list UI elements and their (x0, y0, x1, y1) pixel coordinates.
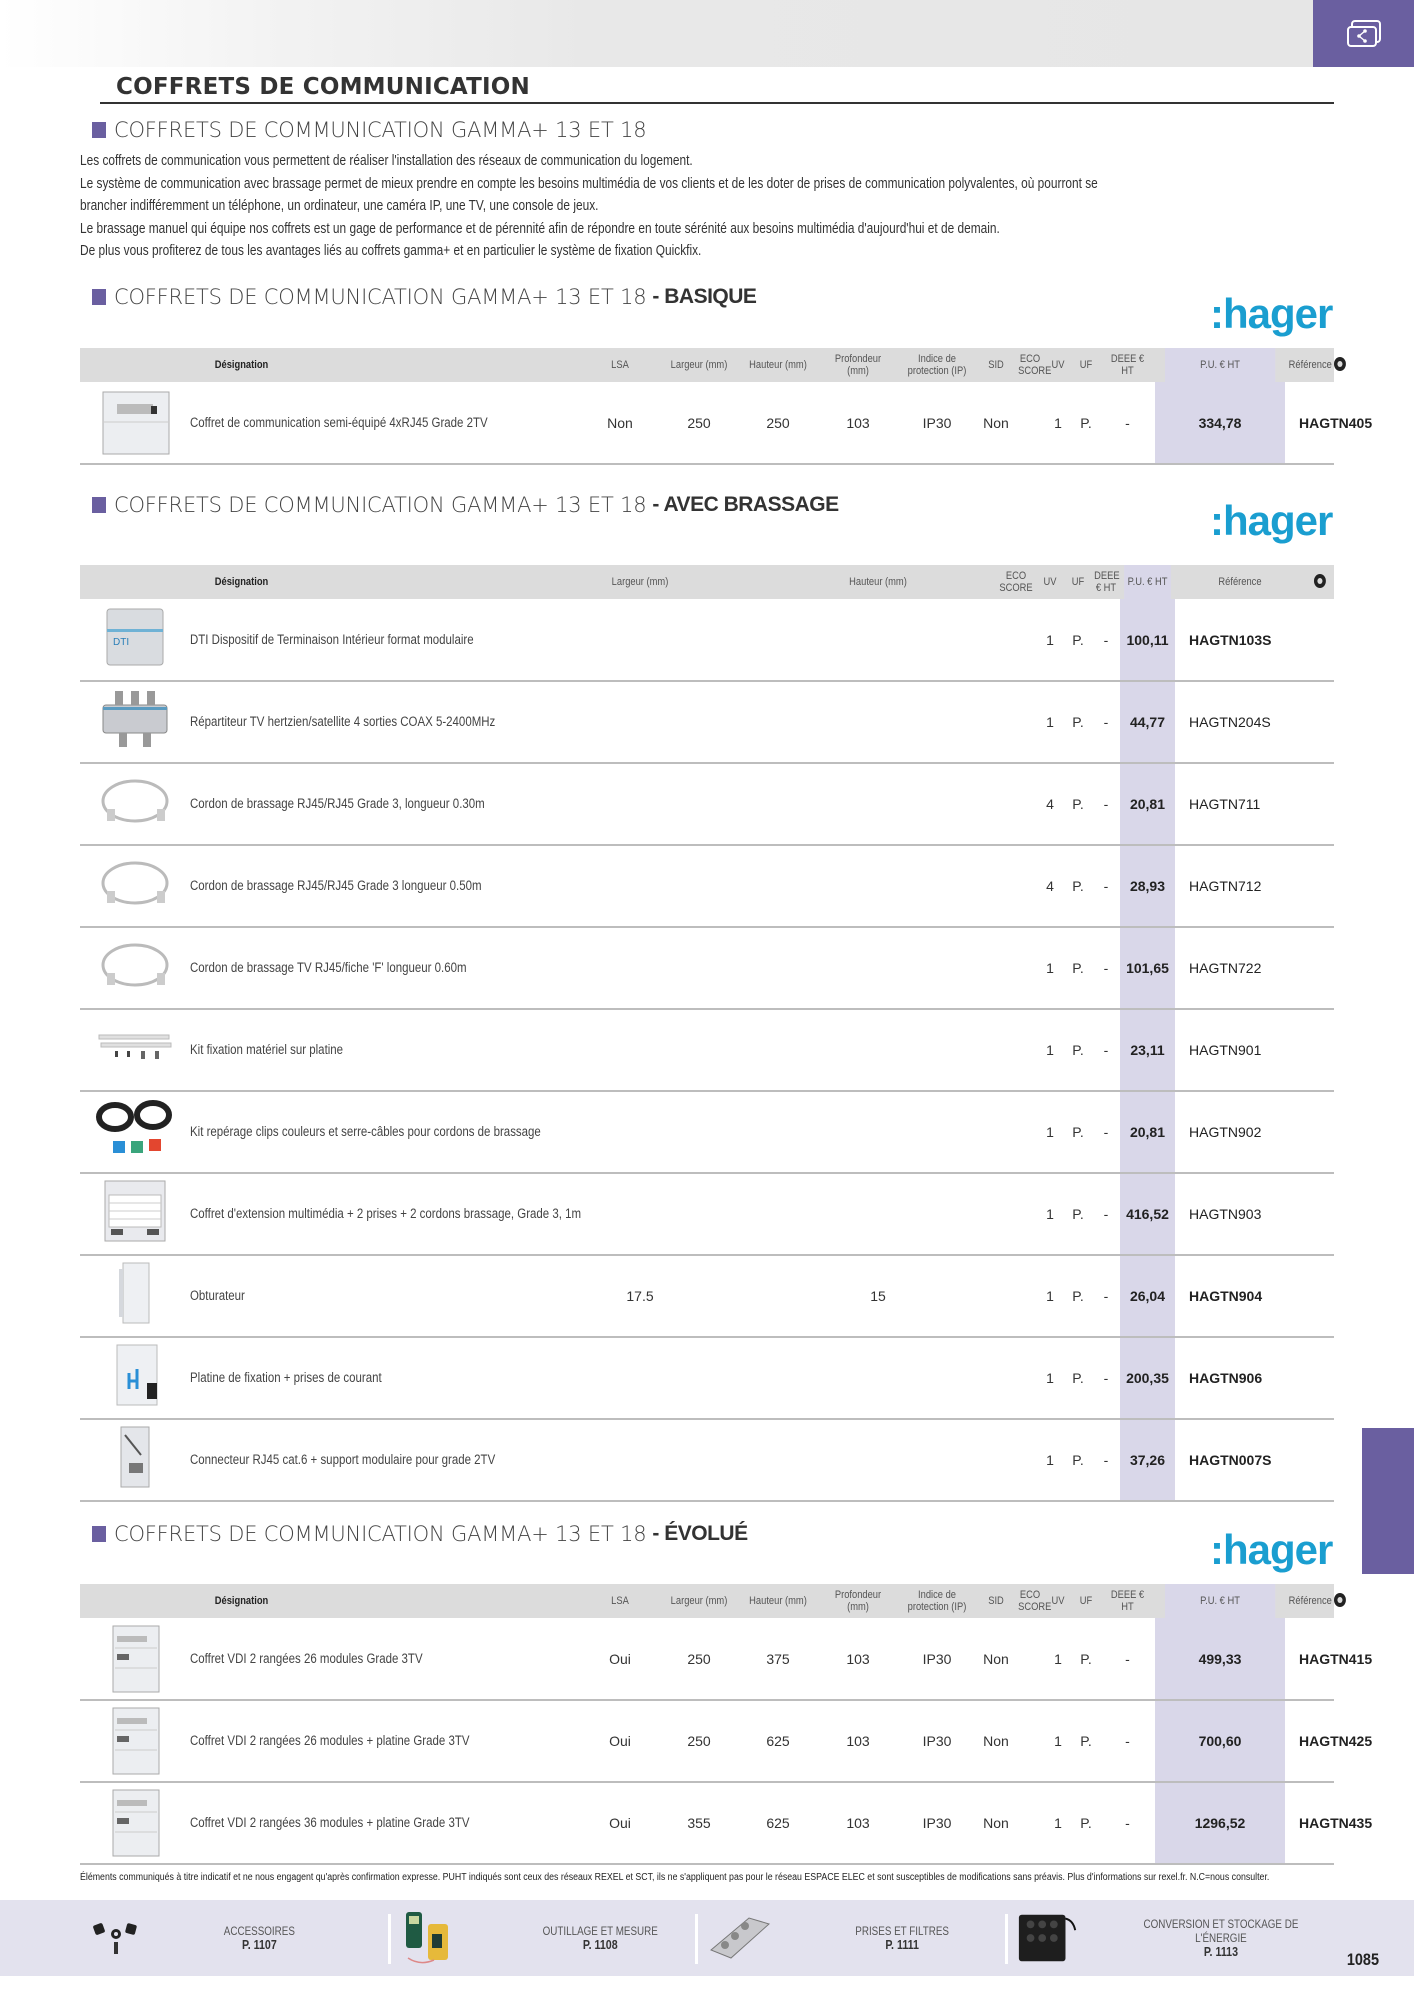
cell-eco-score (996, 1009, 1036, 1091)
cell-price: 20,81 (1120, 1091, 1175, 1173)
section-heading-intro (92, 118, 646, 142)
col-uf: UF (1079, 359, 1093, 371)
product-image (80, 1255, 190, 1337)
cell-eco-score (1016, 1782, 1044, 1864)
cell-largeur: 250 (660, 1618, 738, 1700)
cell-hauteur (760, 599, 996, 681)
cell-eco-score (996, 845, 1036, 927)
footer-link-page: P. 1107 (241, 1937, 277, 1952)
cell-largeur (520, 763, 760, 845)
col-sid: SID (988, 1595, 1004, 1607)
measuring-tools-icon (400, 1906, 460, 1970)
cell-eco-score (996, 763, 1036, 845)
col-designation: Désignation (214, 1595, 269, 1607)
col-uv: UV (1043, 576, 1057, 588)
cell-hauteur (760, 1009, 996, 1091)
cell-designation: Connecteur RJ45 cat.6 + support modulaire pour grade 2TV (190, 1419, 520, 1501)
cell-reference[interactable]: HAGTN711 (1175, 763, 1305, 845)
section-heading-suffix: - AVEC BRASSAGE (652, 493, 839, 516)
accessories-icon (90, 1918, 146, 1958)
recycle-icon (1314, 574, 1326, 588)
cell-largeur: 250 (660, 1700, 738, 1782)
cell-uf: P. (1064, 1091, 1092, 1173)
col-ip: Indice de protection (IP) (907, 353, 967, 377)
col-sid: SID (988, 359, 1004, 371)
cell-ip: IP30 (898, 1782, 976, 1864)
cell-price: 200,35 (1120, 1337, 1175, 1419)
cell-reference[interactable]: HAGTN425 (1285, 1700, 1334, 1782)
cell-hauteur: 15 (760, 1255, 996, 1337)
cell-price: 37,26 (1120, 1419, 1175, 1501)
col-hauteur: Hauteur (mm) (749, 359, 807, 371)
section-heading-text: COFFRETS DE COMMUNICATION GAMMA+ 13 ET 18 (114, 493, 647, 517)
product-image (80, 599, 190, 681)
cell-price: 20,81 (1120, 763, 1175, 845)
cell-reference[interactable]: HAGTN722 (1175, 927, 1305, 1009)
table-row[interactable] (80, 1782, 1334, 1864)
col-hauteur: Hauteur (mm) (749, 1595, 807, 1607)
cell-reference[interactable]: HAGTN906 (1175, 1337, 1305, 1419)
product-image (80, 382, 190, 464)
col-designation: Désignation (214, 576, 269, 588)
section-heading-text: COFFRETS DE COMMUNICATION GAMMA+ 13 ET 18 (114, 118, 647, 142)
col-lsa: LSA (611, 359, 629, 371)
cell-uv: 4 (1036, 763, 1064, 845)
col-reference: Référence (1288, 359, 1332, 371)
chapter-tab[interactable] (1313, 0, 1414, 67)
product-image (80, 681, 190, 763)
cell-price: 26,04 (1120, 1255, 1175, 1337)
product-table-basique (80, 348, 1373, 465)
hager-logo: :hager (1210, 1526, 1333, 1573)
section-heading-evolue (92, 1522, 748, 1546)
cell-reference[interactable]: HAGTN204S (1175, 681, 1305, 763)
intro-line: De plus vous profiterez de tous les avantages liés au coffrets gamma+ et en particulier le système de fixation Quickfix. (80, 243, 702, 260)
cell-largeur (520, 599, 760, 681)
table-row[interactable] (80, 1700, 1334, 1782)
cell-price: 28,93 (1120, 845, 1175, 927)
cell-hauteur: 625 (738, 1782, 818, 1864)
product-image (80, 1782, 190, 1864)
footer-separator (1005, 1914, 1008, 1964)
section-bullet (92, 1526, 106, 1542)
product-image (80, 1091, 190, 1173)
cell-deee: - (1092, 1419, 1120, 1501)
cell-designation: Coffret VDI 2 rangées 26 modules Grade 3TV (190, 1618, 520, 1700)
cell-deee: - (1100, 382, 1155, 464)
footer-link-label (224, 1924, 295, 1952)
mounting-plate-thumbnail (95, 1343, 175, 1413)
intro-paragraph (80, 150, 1187, 263)
cell-price: 44,77 (1120, 681, 1175, 763)
cell-largeur (520, 1091, 760, 1173)
patch-cord-thumbnail (95, 769, 175, 839)
page-title: COFFRETS DE COMMUNICATION (116, 74, 530, 100)
col-deee: DEEE € HT (1094, 570, 1120, 594)
cell-deee: - (1092, 599, 1120, 681)
cell-largeur (520, 1419, 760, 1501)
product-image (80, 763, 190, 845)
disclaimer: Éléments communiqués à titre indicatif et ne nous engagent qu'après confirmation expresse. PUHT indiqués sont ceux des réseaux REXEL et SCT, ils ne s'appliquent pas pour le réseau ESPACE ELEC et sont susceptibles de modifications sans préavis. Plus d'informations sur rexel.fr. N.C=nous consulter. (80, 1872, 1270, 1883)
cell-designation: Coffret de communication semi-équipé 4xRJ45 Grade 2TV (190, 382, 520, 464)
cell-uf: P. (1064, 1419, 1092, 1501)
col-pu: P.U. € HT (1124, 565, 1171, 599)
section-heading-brassage (92, 493, 839, 517)
tv-splitter-thumbnail (95, 687, 175, 757)
share-network-card-icon (1345, 19, 1383, 49)
cell-hauteur: 375 (738, 1618, 818, 1700)
communication-box-thumbnail (95, 388, 175, 458)
cell-price: 334,78 (1155, 382, 1285, 464)
cell-deee: - (1100, 1618, 1155, 1700)
col-uv: UV (1051, 359, 1065, 371)
cell-ip: IP30 (898, 1700, 976, 1782)
cell-sid: Non (976, 1618, 1016, 1700)
brand-name: hager (1223, 290, 1333, 337)
footer-link-accessoires[interactable] (90, 1900, 380, 1976)
col-largeur: Largeur (mm) (611, 576, 669, 588)
section-heading-text: COFFRETS DE COMMUNICATION GAMMA+ 13 ET 18 (114, 285, 647, 309)
product-table-brassage (80, 565, 1334, 1502)
cell-uv: 1 (1044, 1618, 1072, 1700)
cell-uf: P. (1064, 599, 1092, 681)
side-chapter-tab[interactable] (1362, 1428, 1414, 1574)
cell-deee: - (1092, 927, 1120, 1009)
col-deee: DEEE € HT (1110, 353, 1145, 377)
cell-reference[interactable]: HAGTN712 (1175, 845, 1305, 927)
col-eco-score: ECO SCORE (1018, 353, 1052, 377)
intro-line: Le système de communication avec brassage permet de mieux prendre en compte les besoins multimédia de vos clients et de les doter de prises de communication polyvalentes, où pourront se (80, 175, 1098, 192)
col-largeur: Largeur (mm) (670, 359, 728, 371)
cell-uf: P. (1072, 1782, 1100, 1864)
cell-profondeur: 103 (818, 382, 898, 464)
cell-uv: 1 (1044, 1782, 1072, 1864)
table-row[interactable] (80, 845, 1334, 927)
cell-lsa: Oui (580, 1618, 660, 1700)
cell-deee: - (1092, 681, 1120, 763)
col-pu: P.U. € HT (1165, 1584, 1276, 1618)
section-bullet (92, 289, 106, 305)
cell-hauteur (760, 1337, 996, 1419)
cell-reference[interactable]: HAGTN904 (1175, 1255, 1305, 1337)
footer-link-title: OUTILLAGE ET MESURE (542, 1924, 658, 1938)
product-image (80, 1173, 190, 1255)
table-header (80, 1584, 1334, 1618)
cell-uv: 4 (1036, 845, 1064, 927)
cell-reference[interactable]: HAGTN007S (1175, 1419, 1305, 1501)
svg-text:DTI: DTI (113, 636, 130, 648)
table-row[interactable] (80, 1337, 1334, 1419)
cell-largeur (520, 681, 760, 763)
ups-icon (1015, 1910, 1077, 1966)
table-row[interactable] (80, 1173, 1334, 1255)
table-row[interactable] (80, 927, 1334, 1009)
cell-largeur: 355 (660, 1782, 738, 1864)
header-band (0, 0, 1313, 67)
intro-line: brancher indifféremment un téléphone, un ordinateur, une caméra IP, une TV, une console de jeux. (80, 198, 599, 215)
table-header (80, 565, 1334, 599)
cell-reference[interactable]: HAGTN901 (1175, 1009, 1305, 1091)
section-heading-suffix: - BASIQUE (652, 285, 757, 308)
table-row[interactable] (80, 1009, 1334, 1091)
cell-deee: - (1092, 1091, 1120, 1173)
hager-logo: :hager (1210, 497, 1333, 544)
page-number: 1085 (1346, 1950, 1379, 1969)
cell-hauteur (760, 927, 996, 1009)
intro-line: Les coffrets de communication vous permettent de réaliser l'installation des réseaux de communication du logement. (80, 153, 693, 169)
footer-link-outillage[interactable] (400, 1900, 690, 1976)
cell-designation: Cordon de brassage RJ45/RJ45 Grade 3 longueur 0.50m (190, 845, 520, 927)
cell-uf: P. (1064, 681, 1092, 763)
cell-uv: 1 (1036, 1419, 1064, 1501)
cell-eco-score (996, 599, 1036, 681)
cell-eco-score (996, 927, 1036, 1009)
cell-deee: - (1100, 1700, 1155, 1782)
color-clips-thumbnail (95, 1097, 175, 1167)
col-reference: Référence (1288, 1595, 1332, 1607)
cell-uv: 1 (1036, 1337, 1064, 1419)
cell-hauteur (760, 1419, 996, 1501)
cell-price: 100,11 (1120, 599, 1175, 681)
power-strip-icon (705, 1910, 775, 1966)
cell-uv: 1 (1036, 1173, 1064, 1255)
table-row[interactable] (80, 382, 1334, 464)
cell-eco-score (996, 1091, 1036, 1173)
section-heading-text: COFFRETS DE COMMUNICATION GAMMA+ 13 ET 18 (114, 1522, 647, 1546)
cell-designation: Cordon de brassage TV RJ45/fiche 'F' longueur 0.60m (190, 927, 520, 1009)
hager-logo: :hager (1210, 290, 1333, 337)
cell-price: 23,11 (1120, 1009, 1175, 1091)
cell-deee: - (1092, 1337, 1120, 1419)
cell-largeur (520, 927, 760, 1009)
col-designation: Désignation (214, 359, 269, 371)
cell-hauteur (760, 681, 996, 763)
cell-reference[interactable]: HAGTN103S (1175, 599, 1305, 681)
cell-deee: - (1092, 763, 1120, 845)
tv-cord-thumbnail (95, 933, 175, 1003)
footer-link-page: P. 1113 (1203, 1944, 1239, 1959)
vdi-box-thumbnail (95, 1624, 175, 1694)
cell-largeur (520, 1009, 760, 1091)
table-row[interactable] (80, 1419, 1334, 1501)
cell-uv: 1 (1036, 681, 1064, 763)
footer-link-label (855, 1924, 949, 1952)
title-divider (100, 102, 1334, 104)
footer-link-title: PRISES ET FILTRES (855, 1924, 949, 1938)
cell-eco-score (1016, 382, 1044, 464)
cell-reference[interactable]: HAGTN903 (1175, 1173, 1305, 1255)
cell-profondeur: 103 (818, 1618, 898, 1700)
cell-designation: Obturateur (190, 1255, 520, 1337)
col-uf: UF (1079, 1595, 1093, 1607)
cell-largeur: 250 (660, 382, 738, 464)
cell-designation: Répartiteur TV hertzien/satellite 4 sorties COAX 5-2400MHz (190, 681, 520, 763)
section-bullet (92, 497, 106, 513)
cell-uf: P. (1064, 1009, 1092, 1091)
cell-deee: - (1092, 1255, 1120, 1337)
cell-designation: Coffret VDI 2 rangées 26 modules + platine Grade 3TV (190, 1700, 520, 1782)
cell-uv: 1 (1036, 1091, 1064, 1173)
product-image (80, 927, 190, 1009)
cell-profondeur: 103 (818, 1782, 898, 1864)
table-row[interactable] (80, 681, 1334, 763)
col-uv: UV (1051, 1595, 1065, 1607)
cell-deee: - (1092, 1173, 1120, 1255)
cell-eco-score (996, 1337, 1036, 1419)
product-table-evolue (80, 1584, 1373, 1865)
product-image (80, 845, 190, 927)
cell-price: 1296,52 (1155, 1782, 1285, 1864)
cell-uf: P. (1064, 763, 1092, 845)
brand-name: hager (1223, 497, 1333, 544)
cell-reference[interactable]: HAGTN415 (1285, 1618, 1334, 1700)
patch-cord-thumbnail (95, 851, 175, 921)
intro-line: Le brassage manuel qui équipe nos coffrets est un gage de performance et de pérennité afin de répondre en toute sérénité aux besoins multimédia d'aujourd'hui et de demain. (80, 220, 1000, 237)
cell-eco-score (1016, 1618, 1044, 1700)
cell-uf: P. (1072, 1700, 1100, 1782)
recycle-icon (1334, 1593, 1346, 1607)
cell-uv: 1 (1036, 927, 1064, 1009)
col-eco-score: ECO SCORE (1018, 1589, 1052, 1613)
cell-price: 101,65 (1120, 927, 1175, 1009)
cell-hauteur (760, 845, 996, 927)
cell-price: 499,33 (1155, 1618, 1285, 1700)
blanking-plate-thumbnail (95, 1261, 175, 1331)
dti-module-thumbnail (95, 605, 175, 675)
cell-reference[interactable]: HAGTN405 (1285, 382, 1334, 464)
cell-ip: IP30 (898, 1618, 976, 1700)
cell-designation: DTI Dispositif de Terminaison Intérieur format modulaire (190, 599, 520, 681)
cell-largeur: 17.5 (520, 1255, 760, 1337)
product-image (80, 1700, 190, 1782)
cell-uf: P. (1064, 1337, 1092, 1419)
cell-deee: - (1092, 845, 1120, 927)
cell-eco-score (996, 1173, 1036, 1255)
cell-eco-score (1016, 1700, 1044, 1782)
cell-designation: Coffret VDI 2 rangées 36 modules + platine Grade 3TV (190, 1782, 520, 1864)
cell-ip: IP30 (898, 382, 976, 464)
footer-link-prises[interactable] (705, 1900, 1005, 1976)
cell-hauteur (760, 763, 996, 845)
col-profondeur: Profondeur (mm) (834, 1589, 882, 1613)
cell-uf: P. (1064, 1173, 1092, 1255)
col-pu: P.U. € HT (1165, 348, 1276, 382)
cell-deee: - (1100, 1782, 1155, 1864)
cell-designation: Kit repérage clips couleurs et serre-câbles pour cordons de brassage (190, 1091, 520, 1173)
cell-uf: P. (1064, 845, 1092, 927)
col-largeur: Largeur (mm) (670, 1595, 728, 1607)
cell-eco-score (996, 1419, 1036, 1501)
col-hauteur: Hauteur (mm) (849, 576, 907, 588)
cell-profondeur: 103 (818, 1700, 898, 1782)
footer-separator (695, 1914, 698, 1964)
section-heading-suffix: - ÉVOLUÉ (652, 1522, 748, 1545)
cell-lsa: Non (580, 382, 660, 464)
cell-designation: Cordon de brassage RJ45/RJ45 Grade 3, longueur 0.30m (190, 763, 520, 845)
cell-hauteur (760, 1091, 996, 1173)
cell-uf: P. (1072, 382, 1100, 464)
table-row[interactable] (80, 763, 1334, 845)
footer-link-title: ACCESSOIRES (223, 1924, 295, 1938)
col-profondeur: Profondeur (mm) (834, 353, 882, 377)
cell-lsa: Oui (580, 1782, 660, 1864)
cell-sid: Non (976, 1700, 1016, 1782)
footer-link-page: P. 1111 (885, 1937, 919, 1952)
section-heading-basique (92, 285, 756, 309)
product-image (80, 1009, 190, 1091)
footer-link-label (1119, 1917, 1322, 1959)
cell-reference[interactable]: HAGTN435 (1285, 1782, 1334, 1864)
cell-price: 416,52 (1120, 1173, 1175, 1255)
recycle-icon (1334, 357, 1346, 371)
fixing-kit-thumbnail (95, 1015, 175, 1085)
section-bullet (92, 122, 106, 138)
brand-name: hager (1223, 1526, 1333, 1573)
col-ip: Indice de protection (IP) (907, 1589, 967, 1613)
cell-uv: 1 (1036, 1009, 1064, 1091)
footer-link-title: CONVERSION ET STOCKAGE DE L'ÉNERGIE (1143, 1917, 1299, 1945)
table-row[interactable] (80, 1091, 1334, 1173)
footer-link-energie[interactable] (1015, 1900, 1345, 1976)
cell-sid: Non (976, 1782, 1016, 1864)
footer-link-label (543, 1924, 658, 1952)
cell-price: 700,60 (1155, 1700, 1285, 1782)
cell-largeur (520, 845, 760, 927)
table-header (80, 348, 1334, 382)
cell-eco-score (996, 1255, 1036, 1337)
cell-reference[interactable]: HAGTN902 (1175, 1091, 1305, 1173)
cell-hauteur: 250 (738, 382, 818, 464)
table-row[interactable] (80, 599, 1334, 681)
vdi-box-plate-thumbnail (95, 1788, 175, 1858)
cell-designation: Kit fixation matériel sur platine (190, 1009, 520, 1091)
cell-deee: - (1092, 1009, 1120, 1091)
cell-uf: P. (1072, 1618, 1100, 1700)
cell-hauteur: 625 (738, 1700, 818, 1782)
cell-sid: Non (976, 382, 1016, 464)
footer-nav (0, 1900, 1414, 1976)
cell-lsa: Oui (580, 1700, 660, 1782)
cell-uv: 1 (1044, 382, 1072, 464)
table-row[interactable] (80, 1255, 1334, 1337)
footer-link-page: P. 1108 (582, 1937, 618, 1952)
cell-uf: P. (1064, 1255, 1092, 1337)
col-reference: Référence (1218, 576, 1262, 588)
cell-uv: 1 (1044, 1700, 1072, 1782)
cell-uv: 1 (1036, 1255, 1064, 1337)
product-image (80, 1618, 190, 1700)
vdi-box-plate-thumbnail (95, 1706, 175, 1776)
extension-box-thumbnail (95, 1179, 175, 1249)
cell-largeur (520, 1337, 760, 1419)
footer-separator (388, 1914, 391, 1964)
cell-designation: Coffret d'extension multimédia + 2 prises + 2 cordons brassage, Grade 3, 1m (190, 1173, 520, 1255)
product-image (80, 1419, 190, 1501)
col-eco-score: ECO SCORE (999, 570, 1033, 594)
cell-hauteur (760, 1173, 996, 1255)
rj45-connector-thumbnail (95, 1425, 175, 1495)
col-lsa: LSA (611, 1595, 629, 1607)
col-deee: DEEE € HT (1110, 1589, 1145, 1613)
col-uf: UF (1071, 576, 1085, 588)
cell-designation: Platine de fixation + prises de courant (190, 1337, 520, 1419)
cell-uv: 1 (1036, 599, 1064, 681)
cell-eco-score (996, 681, 1036, 763)
table-row[interactable] (80, 1618, 1334, 1700)
product-image (80, 1337, 190, 1419)
cell-uf: P. (1064, 927, 1092, 1009)
